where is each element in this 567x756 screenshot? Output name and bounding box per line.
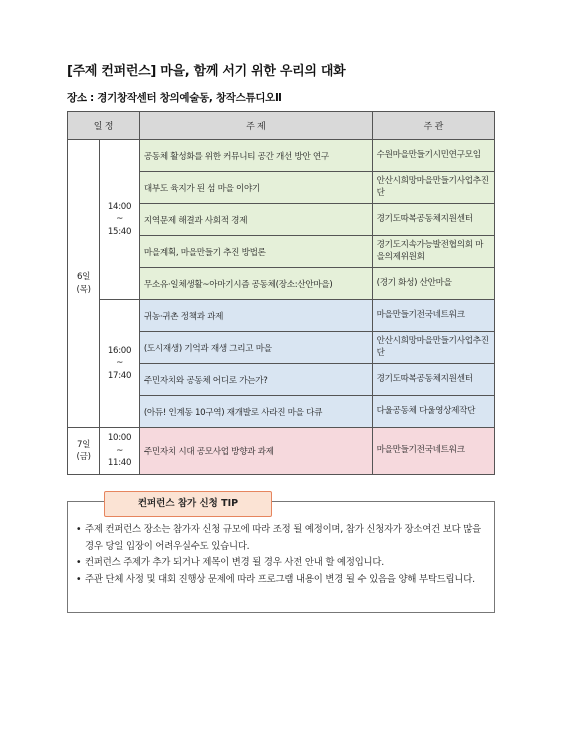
topic-cell: 귀농·귀촌 정책과 과제 <box>139 300 372 332</box>
topic-cell: 주민자치 시대 공모사업 방향과 과제 <box>139 428 372 475</box>
page-title: [주제 컨퍼런스] 마을, 함께 서기 위한 우리의 대화 <box>67 64 346 79</box>
day2-weekday: (금) <box>76 452 91 462</box>
session2-time <box>100 300 140 428</box>
topic-cell: (도시재생) 기억과 재생 그리고 마을 <box>139 332 372 364</box>
host-cell: 경기도지속가능발전협의회 마을의제위원회 <box>372 236 494 268</box>
session1-time-end: 15:40 <box>107 226 132 237</box>
host-cell: 마을만들기전국네트워크 <box>372 300 494 332</box>
session1-time-sep: ~ <box>116 214 123 225</box>
topic-cell: 공동체 활성화를 위한 커뮤니티 공간 개선 방안 연구 <box>139 140 372 172</box>
session2-time-end: 17:40 <box>107 370 132 381</box>
header-schedule: 일 정 <box>68 112 140 140</box>
header-topic: 주 제 <box>139 112 372 140</box>
table-header-row <box>68 112 495 140</box>
host-cell: 안산시희망마을만들기사업추진단 <box>372 332 494 364</box>
schedule-table <box>67 111 495 475</box>
host-cell: 경기도따복공동체지원센터 <box>372 204 494 236</box>
day1-date: 6일 <box>77 272 91 283</box>
host-cell: 마을만들기전국네트워크 <box>372 428 494 475</box>
tip-item: • 주관 단체 사정 및 대회 진행상 문제에 따라 프로그램 내용이 변경 될 수 있음을 양해 부탁드립니다. <box>76 572 491 589</box>
day1-weekday: (목) <box>76 284 91 295</box>
day2-time-start: 10:00 <box>107 433 132 444</box>
host-cell: 경기도따복공동체지원센터 <box>372 364 494 396</box>
host-cell: 다울공동체 다울영상제작단 <box>372 396 494 428</box>
tip-item: • 컨퍼런스 주제가 추가 되거나 제목이 변경 될 경우 사전 안내 할 예정입니다. <box>76 555 491 572</box>
table-row <box>68 300 495 332</box>
day2-time-end: 11:40 <box>107 458 132 469</box>
header-host: 주 관 <box>372 112 494 140</box>
day2-cell <box>68 428 100 475</box>
table-row <box>68 428 495 475</box>
day2-date: 7일 <box>77 439 91 450</box>
host-cell: (경기 화성) 산안마을 <box>372 268 494 300</box>
day1-cell <box>68 140 100 428</box>
host-cell: 수원마을만들기시민연구모임 <box>372 140 494 172</box>
topic-cell: 무소유·일체생활~아마기시즘 공동체(장소:산안마을) <box>139 268 372 300</box>
topic-cell: 마을계획, 마을만들기 추진 방법론 <box>139 236 372 268</box>
tip-list <box>76 522 491 588</box>
session2-time-start: 16:00 <box>107 345 132 356</box>
topic-cell: 지역문제 해결과 사회적 경제 <box>139 204 372 236</box>
day2-time <box>100 428 140 475</box>
tip-label: 컨퍼런스 참가 신청 TIP <box>104 491 272 517</box>
topic-cell: (아듀! 인계동 10구역) 재개발로 사라진 마을 다큐 <box>139 396 372 428</box>
table-row <box>68 140 495 172</box>
session1-time-start: 14:00 <box>107 201 132 212</box>
session2-time-sep: ~ <box>116 358 123 369</box>
topic-cell: 대부도 육지가 된 섬 마을 이야기 <box>139 172 372 204</box>
tip-item: • 주제 컨퍼런스 장소는 참가자 신청 규모에 따라 조정 될 예정이며, 참가 신청자가 장소여건 보다 많을 경우 당일 입장이 어려우실수도 있습니다. <box>76 522 491 555</box>
topic-cell: 주민자치와 공동체 어디로 가는가? <box>139 364 372 396</box>
host-cell: 안산시희망마을만들기사업추진단 <box>372 172 494 204</box>
day2-time-sep: ~ <box>116 445 123 456</box>
session1-time <box>100 140 140 300</box>
venue-line: 장소 : 경기창작센터 창의예술동, 창작스튜디오Ⅱ <box>67 92 282 104</box>
